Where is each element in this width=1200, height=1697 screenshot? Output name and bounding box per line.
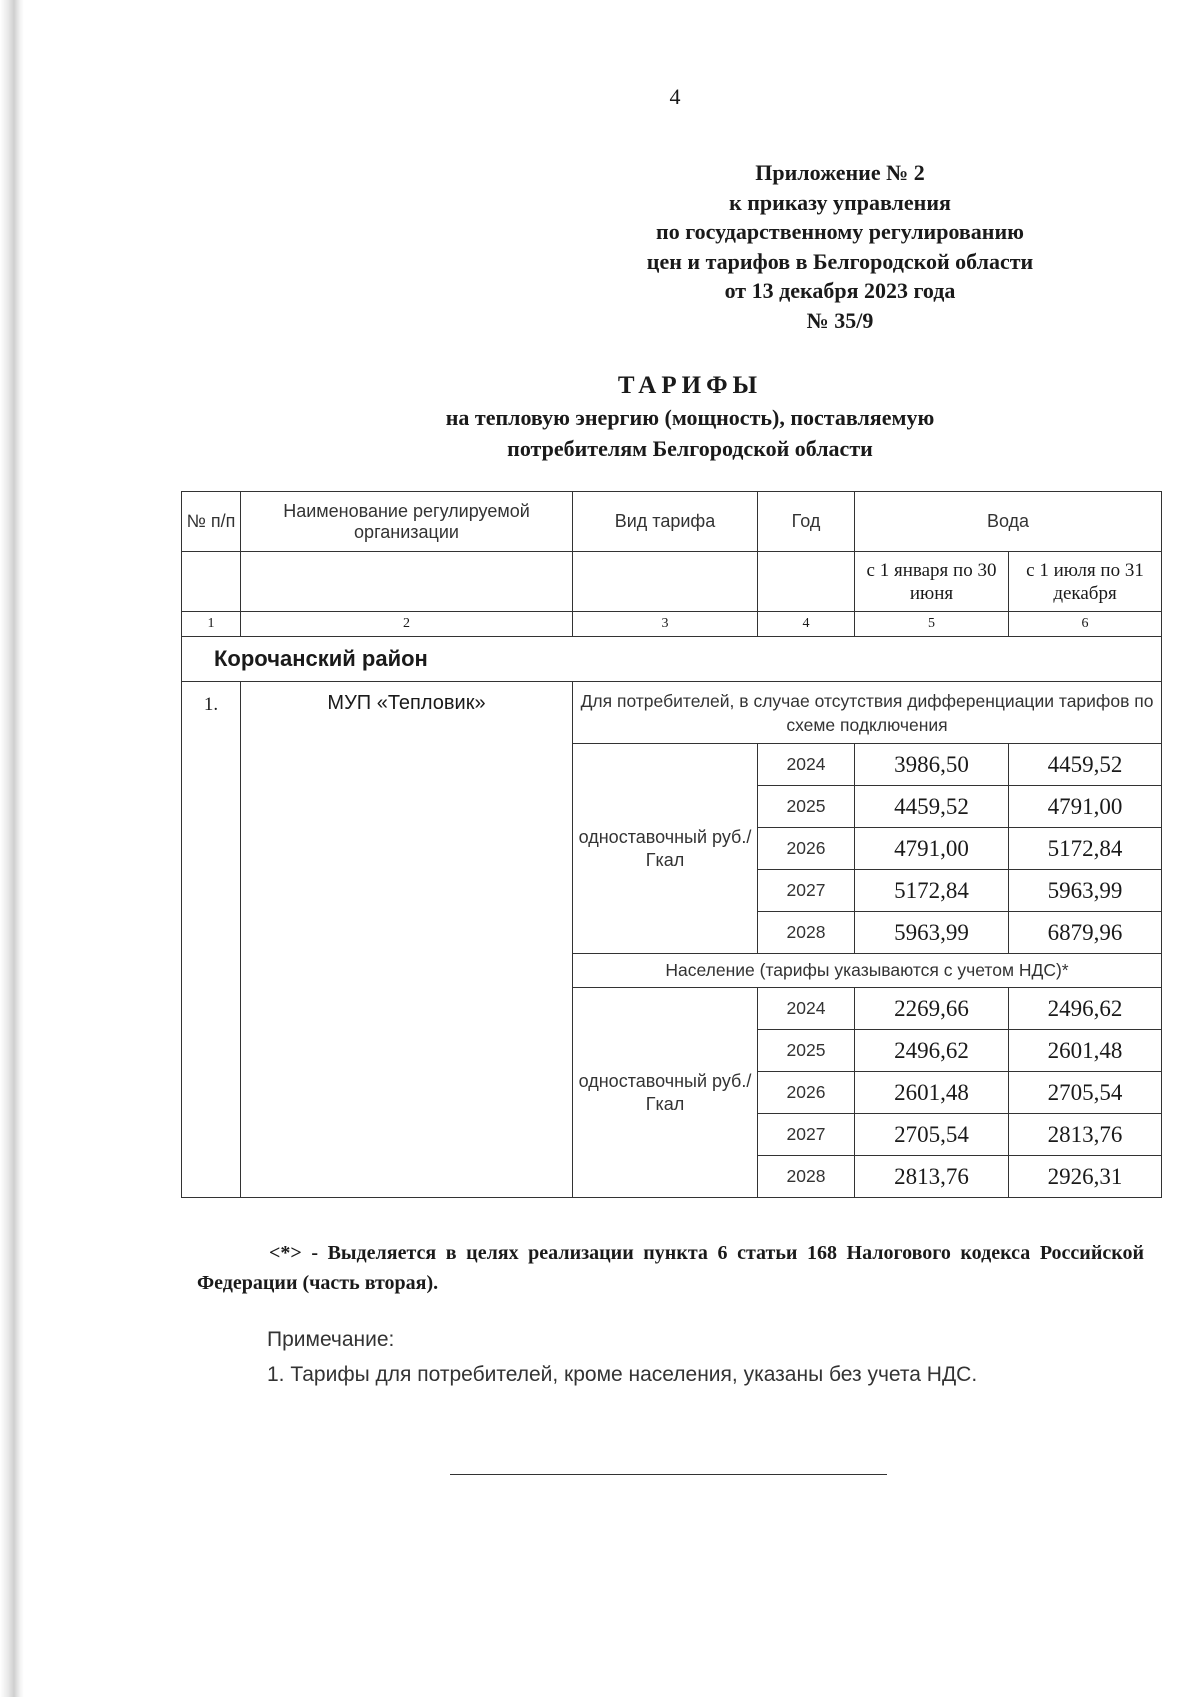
- empty-cell: [182, 552, 241, 612]
- appendix-header: [590, 158, 1090, 335]
- year-cell: 2024: [758, 744, 855, 786]
- end-divider: [450, 1474, 887, 1475]
- value-cell: 2496,62: [855, 1030, 1009, 1072]
- column-number: 3: [573, 612, 758, 637]
- title-main: ТАРИФЫ: [617, 372, 763, 399]
- value-cell: 4791,00: [855, 828, 1009, 870]
- page-number: 4: [669, 84, 681, 109]
- note-title: Примечание:: [267, 1328, 395, 1351]
- column-number: 6: [1009, 612, 1162, 637]
- year-cell: 2028: [758, 1156, 855, 1198]
- header-water: Вода: [855, 492, 1162, 552]
- document-title: [340, 370, 1040, 464]
- tariff-type-cell: одноставочный руб./Гкал: [573, 988, 758, 1198]
- subheader-period-1: с 1 января по 30 июня: [855, 552, 1009, 612]
- year-cell: 2025: [758, 786, 855, 828]
- value-cell: 2705,54: [1009, 1072, 1162, 1114]
- subheader-period-2: с 1 июля по 31 декабря: [1009, 552, 1162, 612]
- appendix-line: по государственному регулированию: [656, 219, 1024, 244]
- value-cell: 2705,54: [855, 1114, 1009, 1156]
- value-cell: 2269,66: [855, 988, 1009, 1030]
- footnote: <*> - Выделяется в целях реализации пункта 6 статьи 168 Налогового кодекса Российской Федерации (часть вторая).: [197, 1242, 1144, 1294]
- empty-cell: [758, 552, 855, 612]
- empty-cell: [573, 552, 758, 612]
- value-cell: 5963,99: [855, 912, 1009, 954]
- value-cell: 6879,96: [1009, 912, 1162, 954]
- appendix-line: Приложение № 2: [755, 160, 925, 185]
- column-number: 4: [758, 612, 855, 637]
- header-year: Год: [758, 492, 855, 552]
- scan-edge-strip: [0, 0, 24, 1697]
- header-row: [182, 492, 1162, 552]
- group-label-row: [182, 682, 1162, 744]
- title-subtitle-1: на тепловую энергию (мощность), поставляемую: [445, 405, 935, 430]
- subheader-row: [182, 552, 1162, 612]
- value-cell: 2601,48: [855, 1072, 1009, 1114]
- column-numbers-row: [182, 612, 1162, 637]
- value-cell: 5172,84: [1009, 828, 1162, 870]
- header-org: Наименование регулируемой организации: [241, 492, 573, 552]
- region-row: [182, 637, 1162, 682]
- entry-number: 1.: [182, 682, 241, 1198]
- year-cell: 2027: [758, 1114, 855, 1156]
- value-cell: 4459,52: [1009, 744, 1162, 786]
- column-number: 1: [182, 612, 241, 637]
- column-number: 2: [241, 612, 573, 637]
- tariff-type-cell: одноставочный руб./Гкал: [573, 744, 758, 954]
- year-cell: 2025: [758, 1030, 855, 1072]
- value-cell: 5172,84: [855, 870, 1009, 912]
- appendix-line: № 35/9: [806, 307, 874, 333]
- appendix-line: от 13 декабря 2023 года: [724, 278, 956, 303]
- region-name: Корочанский район: [182, 637, 1162, 682]
- value-cell: 4459,52: [855, 786, 1009, 828]
- value-cell: 2813,76: [1009, 1114, 1162, 1156]
- year-cell: 2024: [758, 988, 855, 1030]
- tariffs-table: [181, 491, 1162, 1198]
- year-cell: 2027: [758, 870, 855, 912]
- header-num: № п/п: [182, 492, 241, 552]
- note-item: 1. Тарифы для потребителей, кроме населения, указаны без учета НДС.: [267, 1363, 978, 1386]
- appendix-line: цен и тарифов в Белгородской области: [646, 248, 1034, 274]
- empty-cell: [241, 552, 573, 612]
- value-cell: 2496,62: [1009, 988, 1162, 1030]
- value-cell: 5963,99: [1009, 870, 1162, 912]
- organization-name: МУП «Тепловик»: [241, 682, 573, 1198]
- title-subtitle-2: потребителям Белгородской области: [507, 436, 873, 461]
- value-cell: 4791,00: [1009, 786, 1162, 828]
- value-cell: 3986,50: [855, 744, 1009, 786]
- year-cell: 2026: [758, 1072, 855, 1114]
- column-number: 5: [855, 612, 1009, 637]
- year-cell: 2026: [758, 828, 855, 870]
- value-cell: 2926,31: [1009, 1156, 1162, 1198]
- group-label: Для потребителей, в случае отсутствия дифференциации тарифов по схеме подключения: [573, 682, 1162, 744]
- group-label: Население (тарифы указываются с учетом НДС)*: [573, 954, 1162, 988]
- year-cell: 2028: [758, 912, 855, 954]
- value-cell: 2813,76: [855, 1156, 1009, 1198]
- value-cell: 2601,48: [1009, 1030, 1162, 1072]
- appendix-line: к приказу управления: [729, 189, 951, 215]
- header-tariff-type: Вид тарифа: [573, 492, 758, 552]
